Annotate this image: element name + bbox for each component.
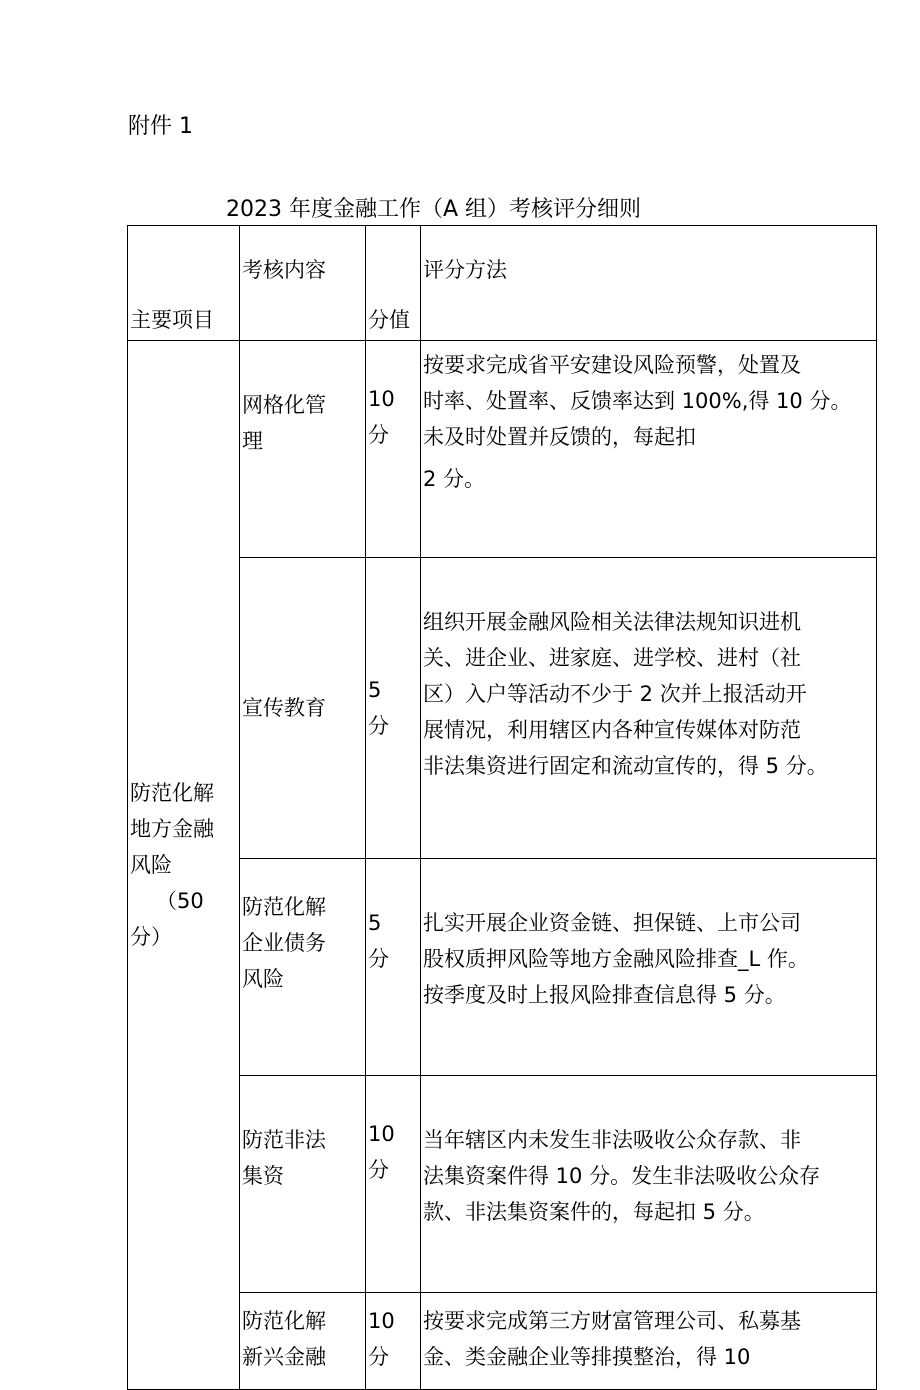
method-cell xyxy=(421,558,877,859)
content-line: 新兴金融 xyxy=(242,1345,326,1369)
method-line: 时率、处置率、反馈率达到 100%,得 10 分。 xyxy=(423,389,852,413)
method-line: 按要求完成第三方财富管理公司、私募基 xyxy=(423,1309,801,1333)
method-line: 展情况，利用辖区内各种宣传媒体对防范 xyxy=(423,718,801,742)
header-content: 考核内容 xyxy=(240,226,366,341)
category-line: （50 xyxy=(156,889,204,913)
method-line: 股权质押风险等地方金融风险排查_L 作。 xyxy=(423,947,809,971)
method-line: 当年辖区内未发生非法吸收公众存款、非 xyxy=(423,1128,801,1152)
score-cell xyxy=(366,859,421,1076)
content-line: 防范化解 xyxy=(242,895,326,919)
score-cell xyxy=(366,1293,421,1390)
score-line: 10 xyxy=(368,1309,395,1333)
category-line: 风险 xyxy=(130,853,172,877)
method-cell xyxy=(421,1293,877,1390)
score-line: 10 xyxy=(368,387,395,411)
category-line: 分） xyxy=(130,925,172,949)
score-cell xyxy=(366,1076,421,1293)
method-line: 金、类金融企业等排摸整治，得 10 xyxy=(423,1345,751,1369)
content-line: 集资 xyxy=(242,1164,284,1188)
content-line: 风险 xyxy=(242,967,284,991)
method-cell xyxy=(421,859,877,1076)
score-cell xyxy=(366,341,421,558)
score-line: 5 xyxy=(368,678,382,702)
category-cell xyxy=(128,341,240,1390)
table-header-row xyxy=(128,226,877,341)
method-line: 区）入户等活动不少于 2 次并上报活动开 xyxy=(423,682,807,706)
score-line: 分 xyxy=(368,423,389,447)
score-line: 分 xyxy=(368,1158,389,1182)
table-row xyxy=(128,1076,877,1293)
table-row xyxy=(128,341,877,558)
attachment-label: 附件 1 xyxy=(128,114,193,139)
method-line: 未及时处置并反馈的，每起扣 xyxy=(423,425,696,449)
content-line: 企业债务 xyxy=(242,931,326,955)
score-cell xyxy=(366,558,421,859)
method-line: 非法集资进行固定和流动宣传的，得 5 分。 xyxy=(423,754,828,778)
method-line: 组织开展金融风险相关法律法规知识进机 xyxy=(423,610,801,634)
table-row xyxy=(128,558,877,859)
score-line: 5 xyxy=(368,911,382,935)
category-line: 地方金融 xyxy=(130,817,214,841)
scoring-table xyxy=(127,225,877,1390)
content-line: 理 xyxy=(242,429,263,453)
method-line: 按要求完成省平安建设风险预警，处置及 xyxy=(423,353,801,377)
method-line: 扎实开展企业资金链、担保链、上市公司 xyxy=(423,911,801,935)
content-cell xyxy=(240,859,366,1076)
content-line: 防范化解 xyxy=(242,1309,326,1333)
category-line: 防范化解 xyxy=(130,781,214,805)
header-method: 评分方法 xyxy=(421,226,877,341)
method-line: 款、非法集资案件的，每起扣 5 分。 xyxy=(423,1200,765,1224)
method-cell xyxy=(421,341,877,558)
score-line: 10 xyxy=(368,1122,395,1146)
method-cell xyxy=(421,1076,877,1293)
method-line: 关、进企业、进家庭、进学校、进村（社 xyxy=(423,646,801,670)
content-cell xyxy=(240,1076,366,1293)
header-main-item: 主要项目 xyxy=(128,226,240,341)
header-score: 分值 xyxy=(366,226,421,341)
document-title: 2023 年度金融工作（A 组）考核评分细则 xyxy=(226,197,642,222)
method-line: 按季度及时上报风险排查信息得 5 分。 xyxy=(423,983,786,1007)
table-row xyxy=(128,1293,877,1390)
content-cell xyxy=(240,558,366,859)
table-row xyxy=(128,859,877,1076)
method-line: 法集资案件得 10 分。发生非法吸收公众存 xyxy=(423,1164,821,1188)
content-cell xyxy=(240,1293,366,1390)
content-cell xyxy=(240,341,366,558)
content-line: 宣传教育 xyxy=(242,696,326,720)
method-line: 2 分。 xyxy=(423,467,486,491)
content-line: 网格化管 xyxy=(242,393,326,417)
score-line: 分 xyxy=(368,714,389,738)
content-line: 防范非法 xyxy=(242,1128,326,1152)
score-line: 分 xyxy=(368,1345,389,1369)
score-line: 分 xyxy=(368,947,389,971)
